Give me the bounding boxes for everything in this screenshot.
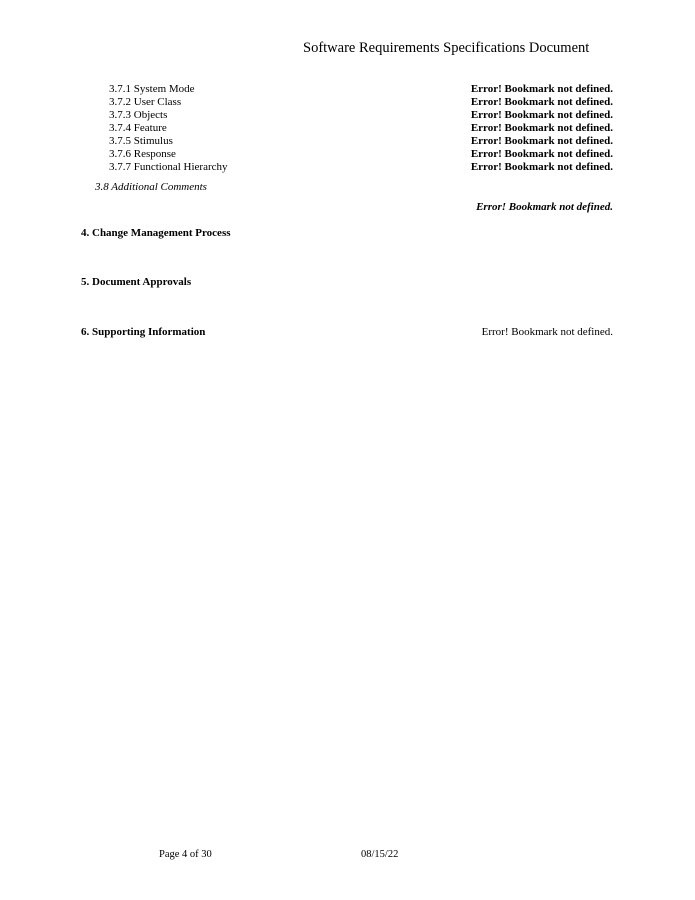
toc-entry-label[interactable]: 3.7.3 Objects [109, 109, 168, 121]
footer-page-number: Page 4 of 30 [159, 849, 212, 860]
toc-entry-label[interactable]: 3.7.6 Response [109, 148, 176, 160]
toc-entry-page: Error! Bookmark not defined. [470, 161, 613, 173]
toc-entry-page: Error! Bookmark not defined. [470, 96, 613, 108]
toc-entry-page: Error! Bookmark not defined. [470, 122, 613, 134]
toc-entry-label[interactable]: 3.8 Additional Comments [95, 181, 207, 193]
toc-entry-label[interactable]: 6. Supporting Information [81, 326, 206, 338]
toc-entry-label[interactable]: 3.7.4 Feature [109, 122, 167, 134]
toc-entry-page: Error! Bookmark not defined. [470, 83, 613, 95]
footer-date: 08/15/22 [361, 849, 399, 860]
toc-entry-page: Error! Bookmark not defined. [476, 201, 613, 213]
toc-entry-label[interactable]: 3.7.5 Stimulus [109, 135, 173, 147]
toc-entry-page: Error! Bookmark not defined. [470, 109, 613, 121]
toc-entry-label[interactable]: 5. Document Approvals [81, 276, 192, 288]
toc-entry-label[interactable]: 3.7.7 Functional Hierarchy [109, 161, 228, 173]
document-header-title: Software Requirements Specifications Document [303, 40, 590, 56]
toc-entry-label[interactable]: 3.7.1 System Mode [109, 83, 195, 95]
toc-entry-page: Error! Bookmark not defined. [481, 326, 613, 338]
toc-entry-page: Error! Bookmark not defined. [470, 148, 613, 160]
toc-entry-page: Error! Bookmark not defined. [470, 135, 613, 147]
toc-entry-label[interactable]: 4. Change Management Process [81, 227, 231, 239]
toc-entry-label[interactable]: 3.7.2 User Class [109, 96, 182, 108]
